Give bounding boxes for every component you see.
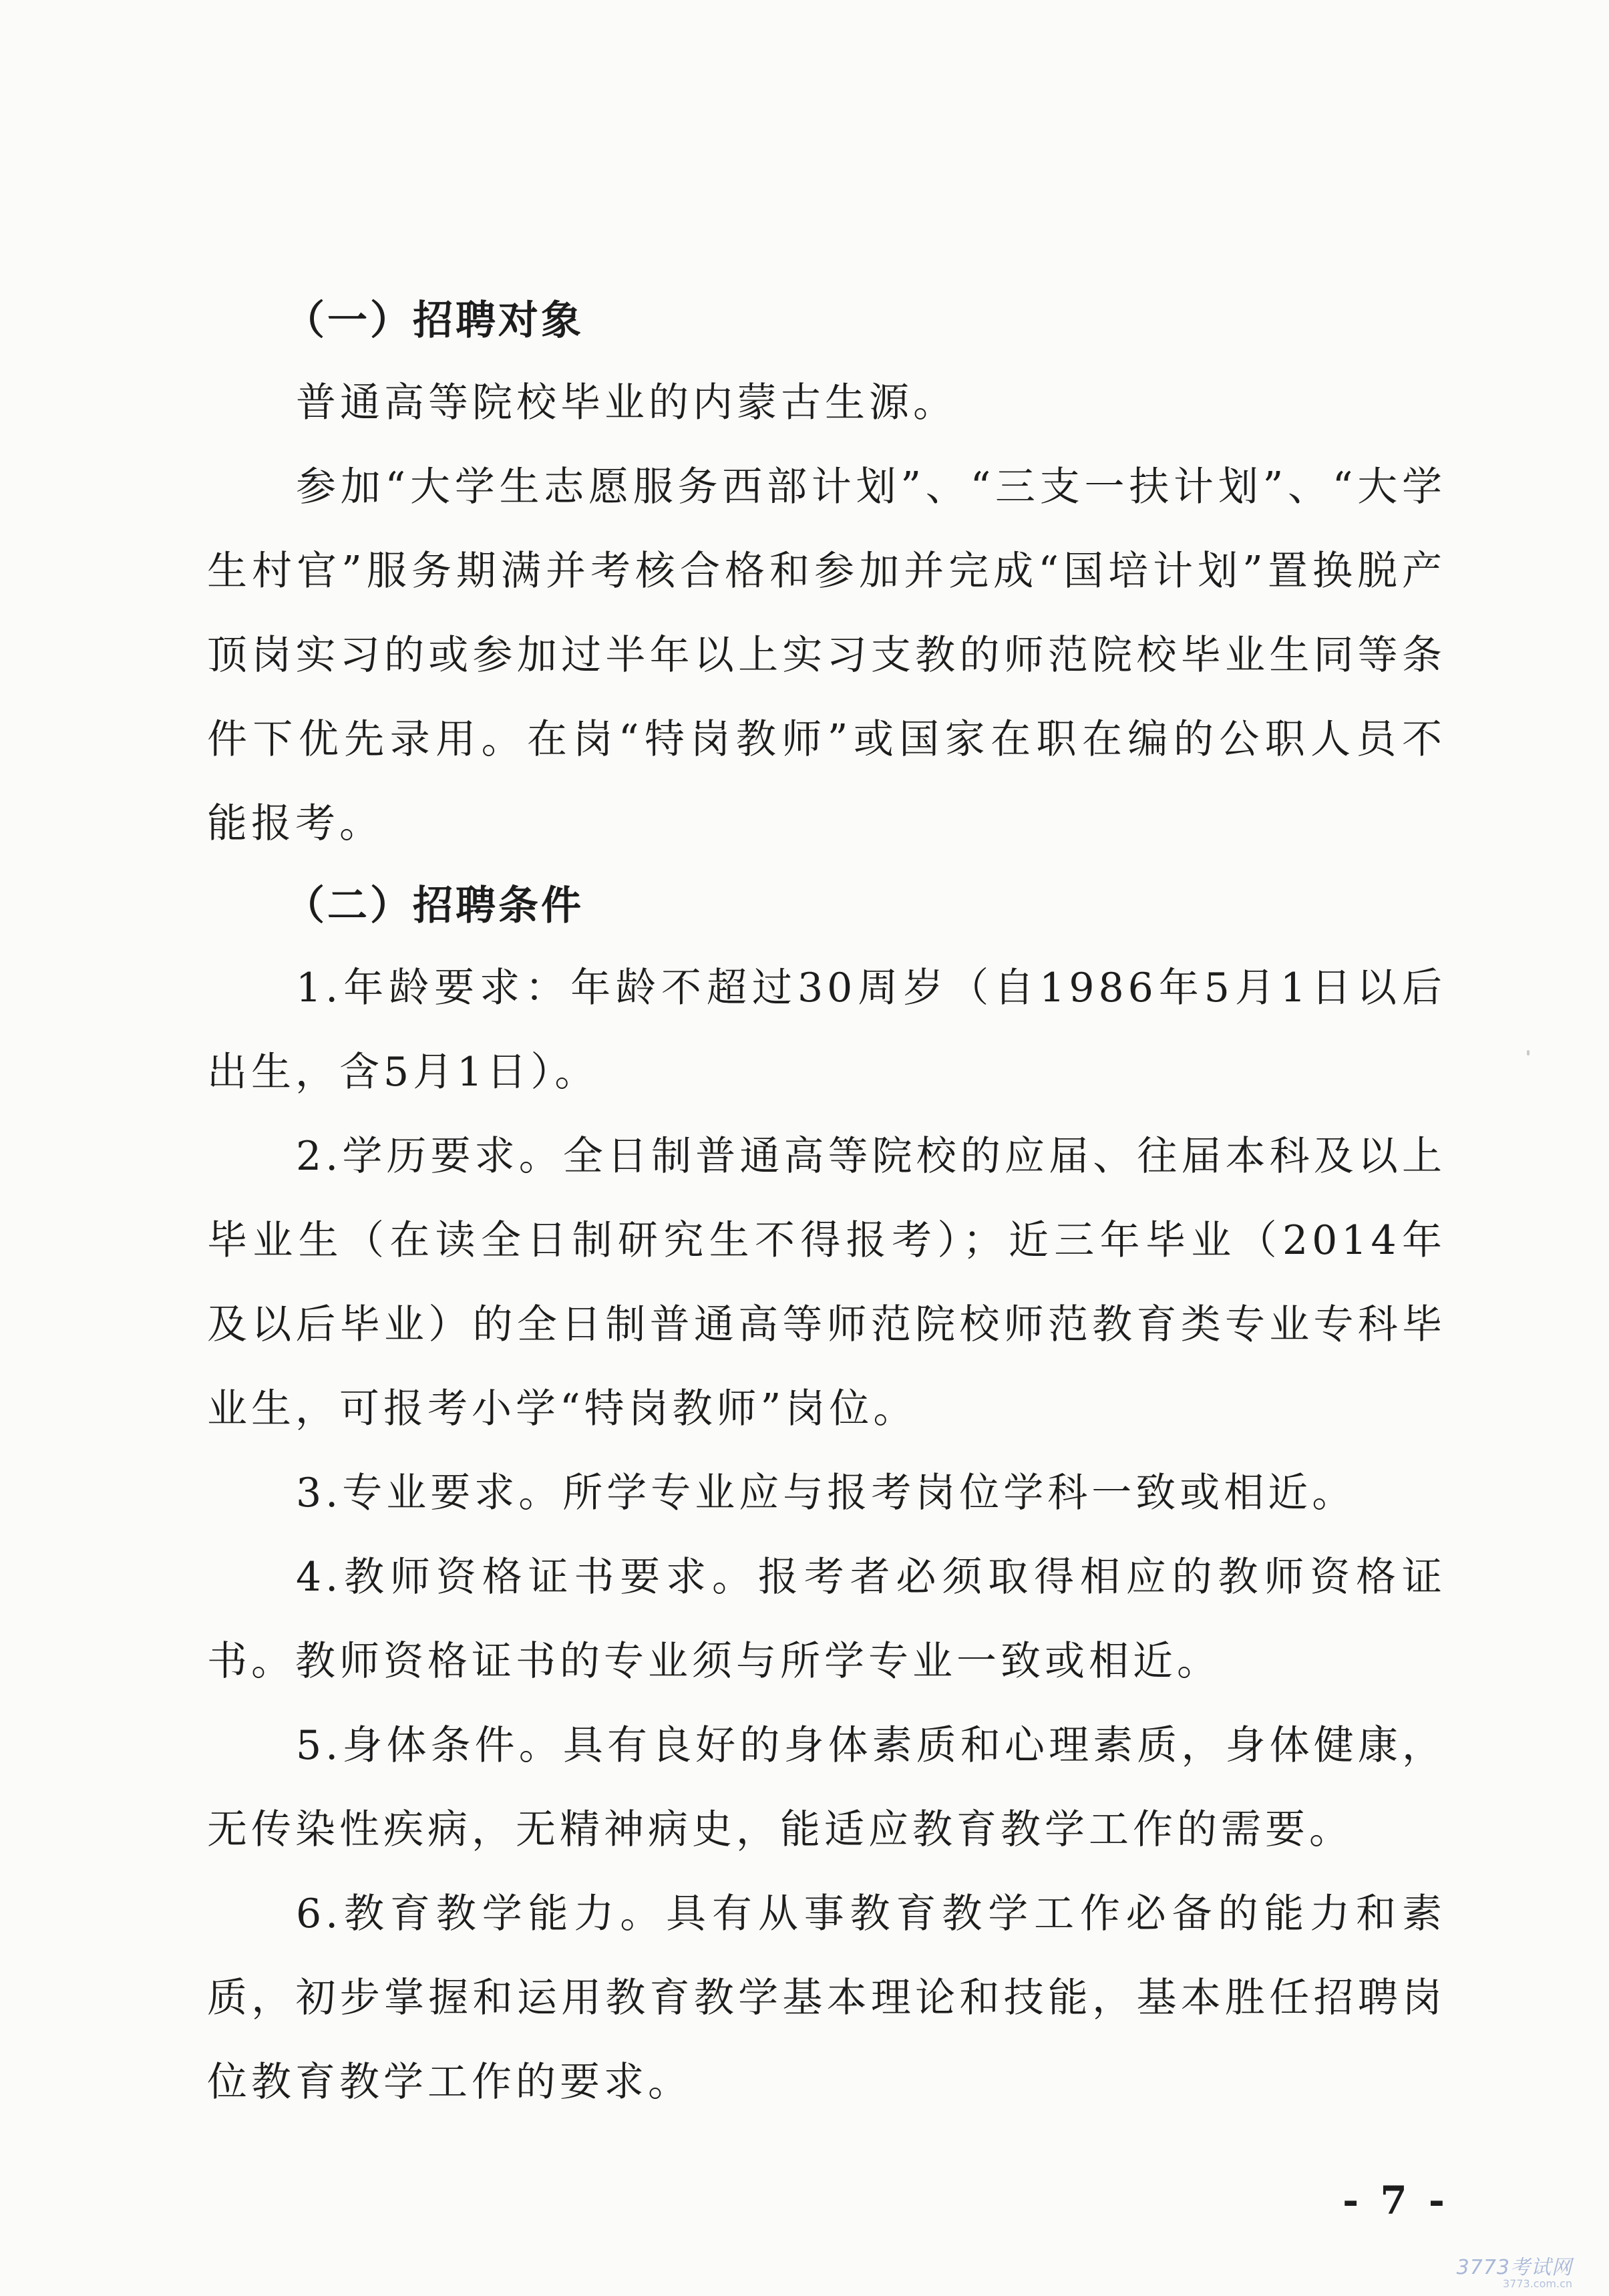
paragraph: 5.身体条件。具有良好的身体素质和心理素质，身体健康，无传染性疾病，无精神病史，能适应教育教学工作的需要。 [207, 1722, 1446, 1853]
paragraph: 参加“大学生志愿服务西部计划”、“三支一扶计划”、“大学生村官”服务期满并考核合格和参加并完成“国培计划”置换脱产顶岗实习的或参加过半年以上实习支教的师范院校毕业生同等条件下优先录用。在岗“特岗教师”或国家在职在编的公职人员不能报考。 [207, 464, 1446, 847]
watermark-sub-text: 3773.com.cn [1503, 2277, 1572, 2290]
scan-speck [1527, 1050, 1530, 1055]
paragraph: 4.教师资格证书要求。报考者必须取得相应的教师资格证书。教师资格证书的专业须与所学专业一致或相近。 [207, 1554, 1446, 1685]
paragraph: 3.专业要求。所学专业应与报考岗位学科一致或相近。 [296, 1470, 1357, 1516]
paragraph: 2.学历要求。全日制普通高等院校的应届、往届本科及以上毕业生（在读全日制研究生不得报考）；近三年毕业（2014年及以后毕业）的全日制普通高等师范院校师范教育类专业专科毕业生，可报考小学“特岗教师”岗位。 [207, 1133, 1446, 1432]
paragraph: 1.年龄要求：年龄不超过30周岁（自1986年5月1日以后出生，含5月1日）。 [207, 965, 1446, 1096]
paragraph: 普通高等院校毕业的内蒙古生源。 [296, 379, 957, 426]
document-body [207, 281, 1446, 2124]
watermark-main-text: 3773考试网 [1456, 2256, 1572, 2279]
page-number: - 7 - [1343, 2178, 1449, 2223]
watermark-logo [1457, 2258, 1572, 2290]
paragraph: 6.教育教学能力。具有从事教育教学工作必备的能力和素质，初步掌握和运用教育教学基本理论和技能，基本胜任招聘岗位教育教学工作的要求。 [207, 1891, 1446, 2106]
section-heading-recruitment-target: （一）招聘对象 [285, 297, 584, 344]
section-heading-recruitment-conditions: （二）招聘条件 [285, 882, 584, 929]
